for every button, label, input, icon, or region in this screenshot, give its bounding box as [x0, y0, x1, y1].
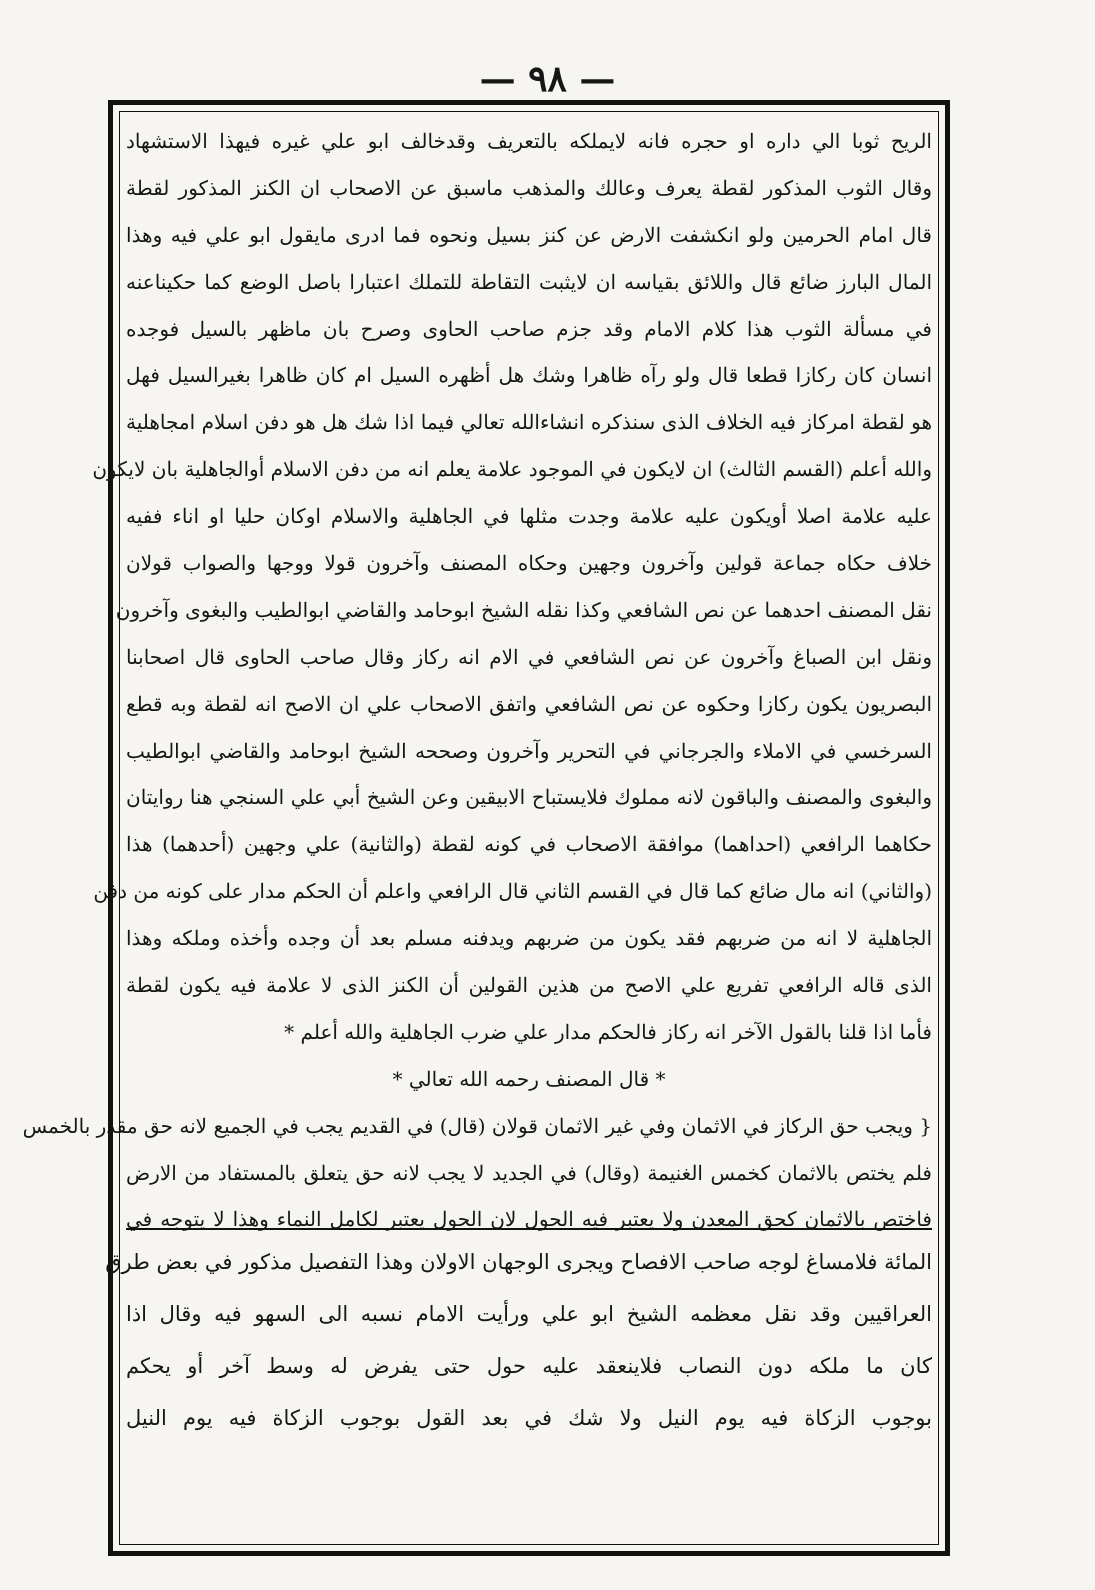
- footnote-line: كان ما ملكه دون النصاب فلاينعقد عليه حول حتى يفرض له وسط آخر أو يحكم: [126, 1354, 932, 1378]
- footnote-line: المائة فلامساغ لوجه صاحب الافصاح ويجرى الوجهان الاولان وهذا التفصيل مذكور في بعض طرق: [105, 1250, 932, 1274]
- matn-line: فلم يختص بالاثمان كخمس الغنيمة (وقال) في الجديد لا يجب لانه حق يتعلق بالمستفاد من الارض: [126, 1160, 932, 1185]
- text-line: هو لقطة امركاز فيه الخلاف الذى سنذكره انشاءالله تعالي فيما اذا شك هل هو دفن اسلام امجاهلية: [126, 410, 932, 435]
- main-text-body: [22, 118, 932, 1243]
- footnote-line: بوجوب الزكاة فيه يوم النيل ولا شك في بعد القول بوجوب الزكاة فيه يوم النيل: [126, 1406, 932, 1430]
- text-line: في مسألة الثوب هذا كلام الامام وقد جزم صاحب الحاوى وصرح بان ماظهر بالسيل فوجده: [126, 316, 932, 341]
- text-line: فأما اذا قلنا بالقول الآخر انه ركاز فالحكم مدار علي ضرب الجاهلية والله أعلم *: [284, 1019, 932, 1044]
- text-line: والله أعلم (القسم الثالث) ان لايكون في الموجود علامة يعلم انه من دفن الاسلام أوالجاهلية بان لايكون: [92, 457, 932, 482]
- text-line: عليه علامة اصلا أويكون عليه علامة وجدت مثلها في الجاهلية والاسلام اوكان حليا او اناء ففيه: [126, 504, 932, 529]
- text-line: انسان كان ركازا قطعا قال ولو رآه ظاهرا وشك هل أظهره السيل ام كان ظاهرا بغيرالسيل فهل: [126, 363, 932, 388]
- matn-line: فاختص بالاثمان كحق المعدن ولا يعتبر فيه الحول لان الحول يعتبر لكامل النماء وهذا لا يتوجه في: [126, 1207, 932, 1232]
- text-line: الجاهلية لا انه من ضربهم فقد يكون من ضربهم ويدفنه مسلم بعد أن وجده وأخذه وملكه وهذا: [126, 926, 932, 951]
- text-line: حكاهما الرافعي (احداهما) موافقة الاصحاب في كونه لقطة (والثانية) علي وجهين (أحدهما) هذا: [126, 832, 932, 857]
- text-line: الذى قاله الرافعي تفريع علي الاصح من هذين القولين أن الكنز الذى لا علامة فيه يكون لقطة: [126, 973, 932, 998]
- section-heading: * قال المصنف رحمه الله تعالي *: [392, 1066, 666, 1091]
- text-line: خلاف حكاه جماعة قولين وآخرون وجهين وحكاه المصنف وآخرون قولا ووجها والصواب قولان: [126, 551, 932, 576]
- text-line: ونقل ابن الصباغ وآخرون عن نص الشافعي في الام انه ركاز وقال صاحب الحاوى قال اصحابنا: [126, 644, 932, 669]
- matn-line: { ويجب حق الركاز في الاثمان وفي غير الاثمان قولان (قال) في القديم يجب في الجميع لانه حق مقدر بالخمس: [22, 1113, 932, 1138]
- footnote-body: [105, 1236, 932, 1444]
- text-line: قال امام الحرمين ولو انكشفت الارض عن كنز بسيل ونحوه فما ادرى مايقول ابو علي فيه وهذا: [126, 222, 932, 247]
- page-number: — ٩٨ —: [479, 58, 616, 100]
- text-line: وقال الثوب المذكور لقطة يعرف وعالك والمذهب ماسبق عن الاصحاب ان الكنز المذكور لقطة: [126, 175, 932, 200]
- text-line: الريح ثوبا الي داره او حجره فانه لايملكه بالتعريف وقدخالف ابو علي غيره فيهذا الاستشهاد: [126, 129, 932, 153]
- footnote-line: العراقيين وقد نقل معظمه الشيخ ابو علي ورأيت الامام نسبه الى السهو فيه وقال اذا: [126, 1302, 932, 1326]
- text-line: المال البارز ضائع قال واللائق بقياسه ان لايثبت التقاطة للتملك اعتبارا باصل الوضع كما حكيناعنه: [126, 269, 932, 294]
- text-line: (والثاني) انه مال ضائع كما قال في القسم الثاني قال الرافعي واعلم أن الحكم مدار على كونه من دفن: [93, 879, 932, 904]
- text-line: والبغوى والمصنف والباقون لانه مملوك فلايستباح الابيقين وعن الشيخ أبي علي السنجي هنا روايتان: [126, 785, 932, 810]
- text-line: البصريون يكون ركازا وحكوه عن نص الشافعي واتفق الاصحاب علي ان الاصح انه لقطة وبه قطع: [126, 691, 932, 716]
- text-line: السرخسي في الاملاء والجرجاني في التحرير وآخرون وصححه الشيخ ابوحامد والقاضي ابوالطيب: [126, 738, 932, 763]
- text-line: نقل المصنف احدهما عن نص الشافعي وكذا نقله الشيخ ابوحامد والقاضي ابوالطيب والبغوى وآخرون: [115, 597, 932, 622]
- footnote-divider: [126, 1228, 932, 1230]
